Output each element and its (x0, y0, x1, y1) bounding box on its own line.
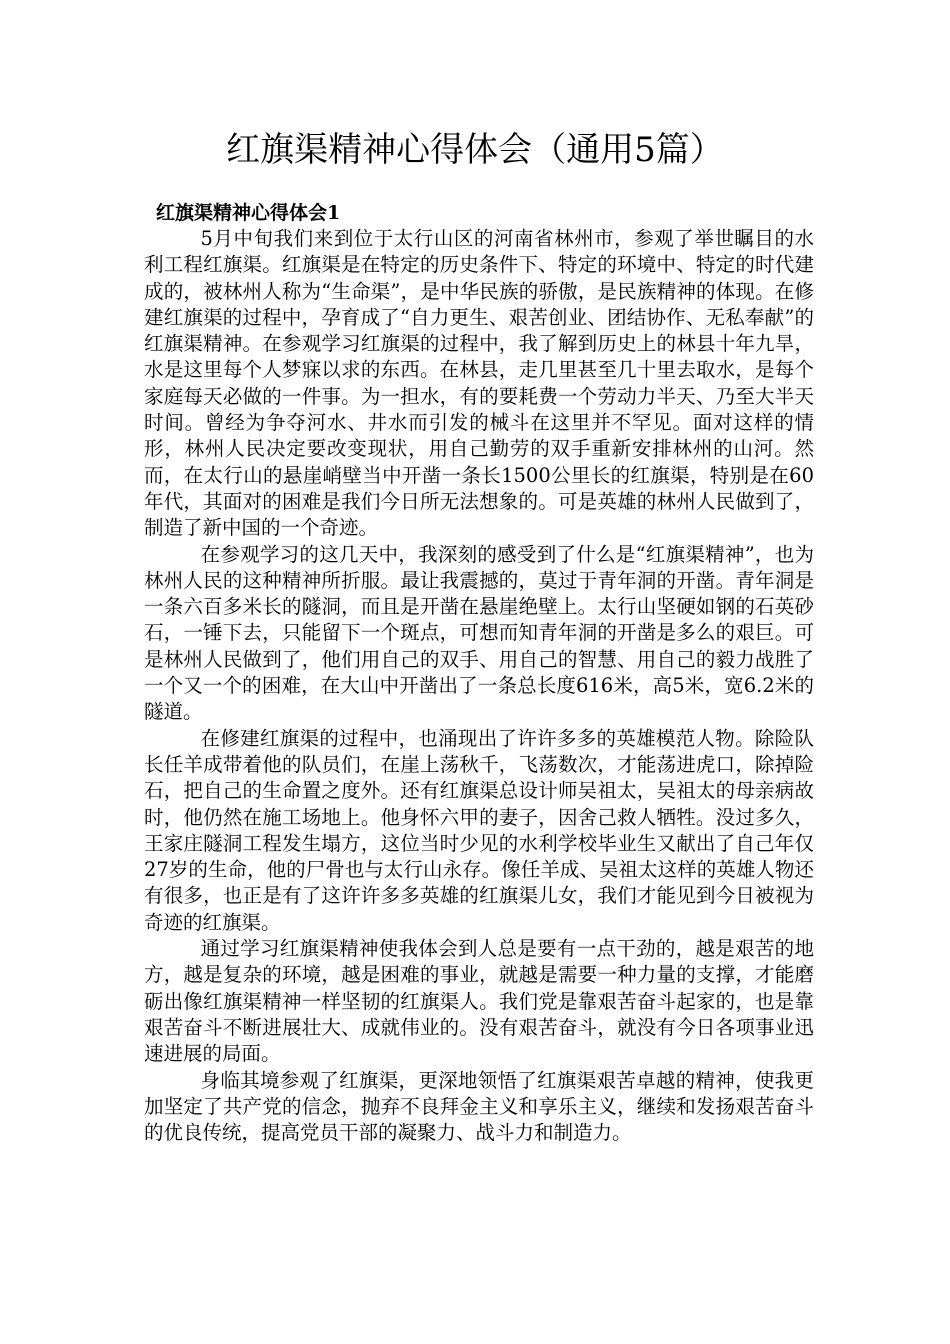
document-title: 红旗渠精神心得体会（通用5篇） (226, 130, 724, 170)
paragraph-2: 在参观学习的这几天中，我深刻的感受到了什么是“红旗渠精神”，也为林州人民的这种精神所折服。最让我震撼的，莫过于青年洞的开凿。青年洞是一条六百多米长的隧洞，而且是开凿在悬崖绝壁上。太行山坚硬如钢的石英砂石，一锤下去，只能留下一个斑点，可想而知青年洞的开凿是多么的艰巨。可是林州人民做到了，他们用自己的双手、用自己的智慧、用自己的毅力战胜了一个又一个的困难，在大山中开凿出了一条总长度616米，高5米，宽6.2米的隧道。 (144, 542, 814, 724)
paragraph-5: 身临其境参观了红旗渠，更深地领悟了红旗渠艰苦卓越的精神，使我更加坚定了共产党的信念，抛弃不良拜金主义和享乐主义，继续和发扬艰苦奋斗的优良传统，提高党员干部的凝聚力、战斗力和制造力。 (144, 1068, 814, 1145)
section-heading: 红旗渠精神心得体会1 (156, 202, 341, 224)
paragraph-3: 在修建红旗渠的过程中，也涌现出了许许多多的英雄模范人物。除险队长任羊成带着他的队员们，在崖上荡秋千，飞荡数次，才能荡进虎口，除掉险石，把自己的生命置之度外。还有红旗渠总设计师吴祖太，吴祖太的母亲病故时，他仍然在施工场地上。他身怀六甲的妻子，因舍己救人牺牲。没过多久，王家庄隧洞工程发生塌方，这位当时少见的水利学校毕业生又献出了自己年仅27岁的生命，他的尸骨也与太行山永存。像任羊成、吴祖太这样的英雄人物还有很多，也正是有了这许许多多英雄的红旗渠儿女，我们才能见到今日被视为奇迹的红旗渠。 (144, 726, 814, 934)
paragraph-1: 5月中旬我们来到位于太行山区的河南省林州市，参观了举世瞩目的水利工程红旗渠。红旗渠是在特定的历史条件下、特定的环境中、特定的时代建成的，被林州人称为“生命渠”，是中华民族的骄傲，是民族精神的体现。在修建红旗渠的过程中，孕育成了“自力更生、艰苦创业、团结协作、无私奉献”的红旗渠精神。在参观学习红旗渠的过程中，我了解到历史上的林县十年九旱，水是这里每个人梦寐以求的东西。在林县，走几里甚至几十里去取水，是每个家庭每天必做的一件事。为一担水，有的要耗费一个劳动力半天、乃至大半天时间。曾经为争夺河水、井水而引发的械斗在这里并不罕见。面对这样的情形，林州人民决定要改变现状，用自己勤劳的双手重新安排林州的山河。然而，在太行山的悬崖峭壁当中开凿一条长1500公里长的红旗渠，特别是在60年代，其面对的困难是我们今日所无法想象的。可是英雄的林州人民做到了，制造了新中国的一个奇迹。 (144, 227, 814, 540)
paragraph-4: 通过学习红旗渠精神使我体会到人总是要有一点干劲的，越是艰苦的地方，越是复杂的环境，越是困难的事业，就越是需要一种力量的支撑，才能磨砺出像红旗渠精神一样坚韧的红旗渠人。我们党是靠艰苦奋斗起家的，也是靠艰苦奋斗不断进展壮大、成就伟业的。没有艰苦奋斗，就没有今日各项事业迅速进展的局面。 (144, 937, 814, 1066)
document-body (144, 226, 814, 1146)
